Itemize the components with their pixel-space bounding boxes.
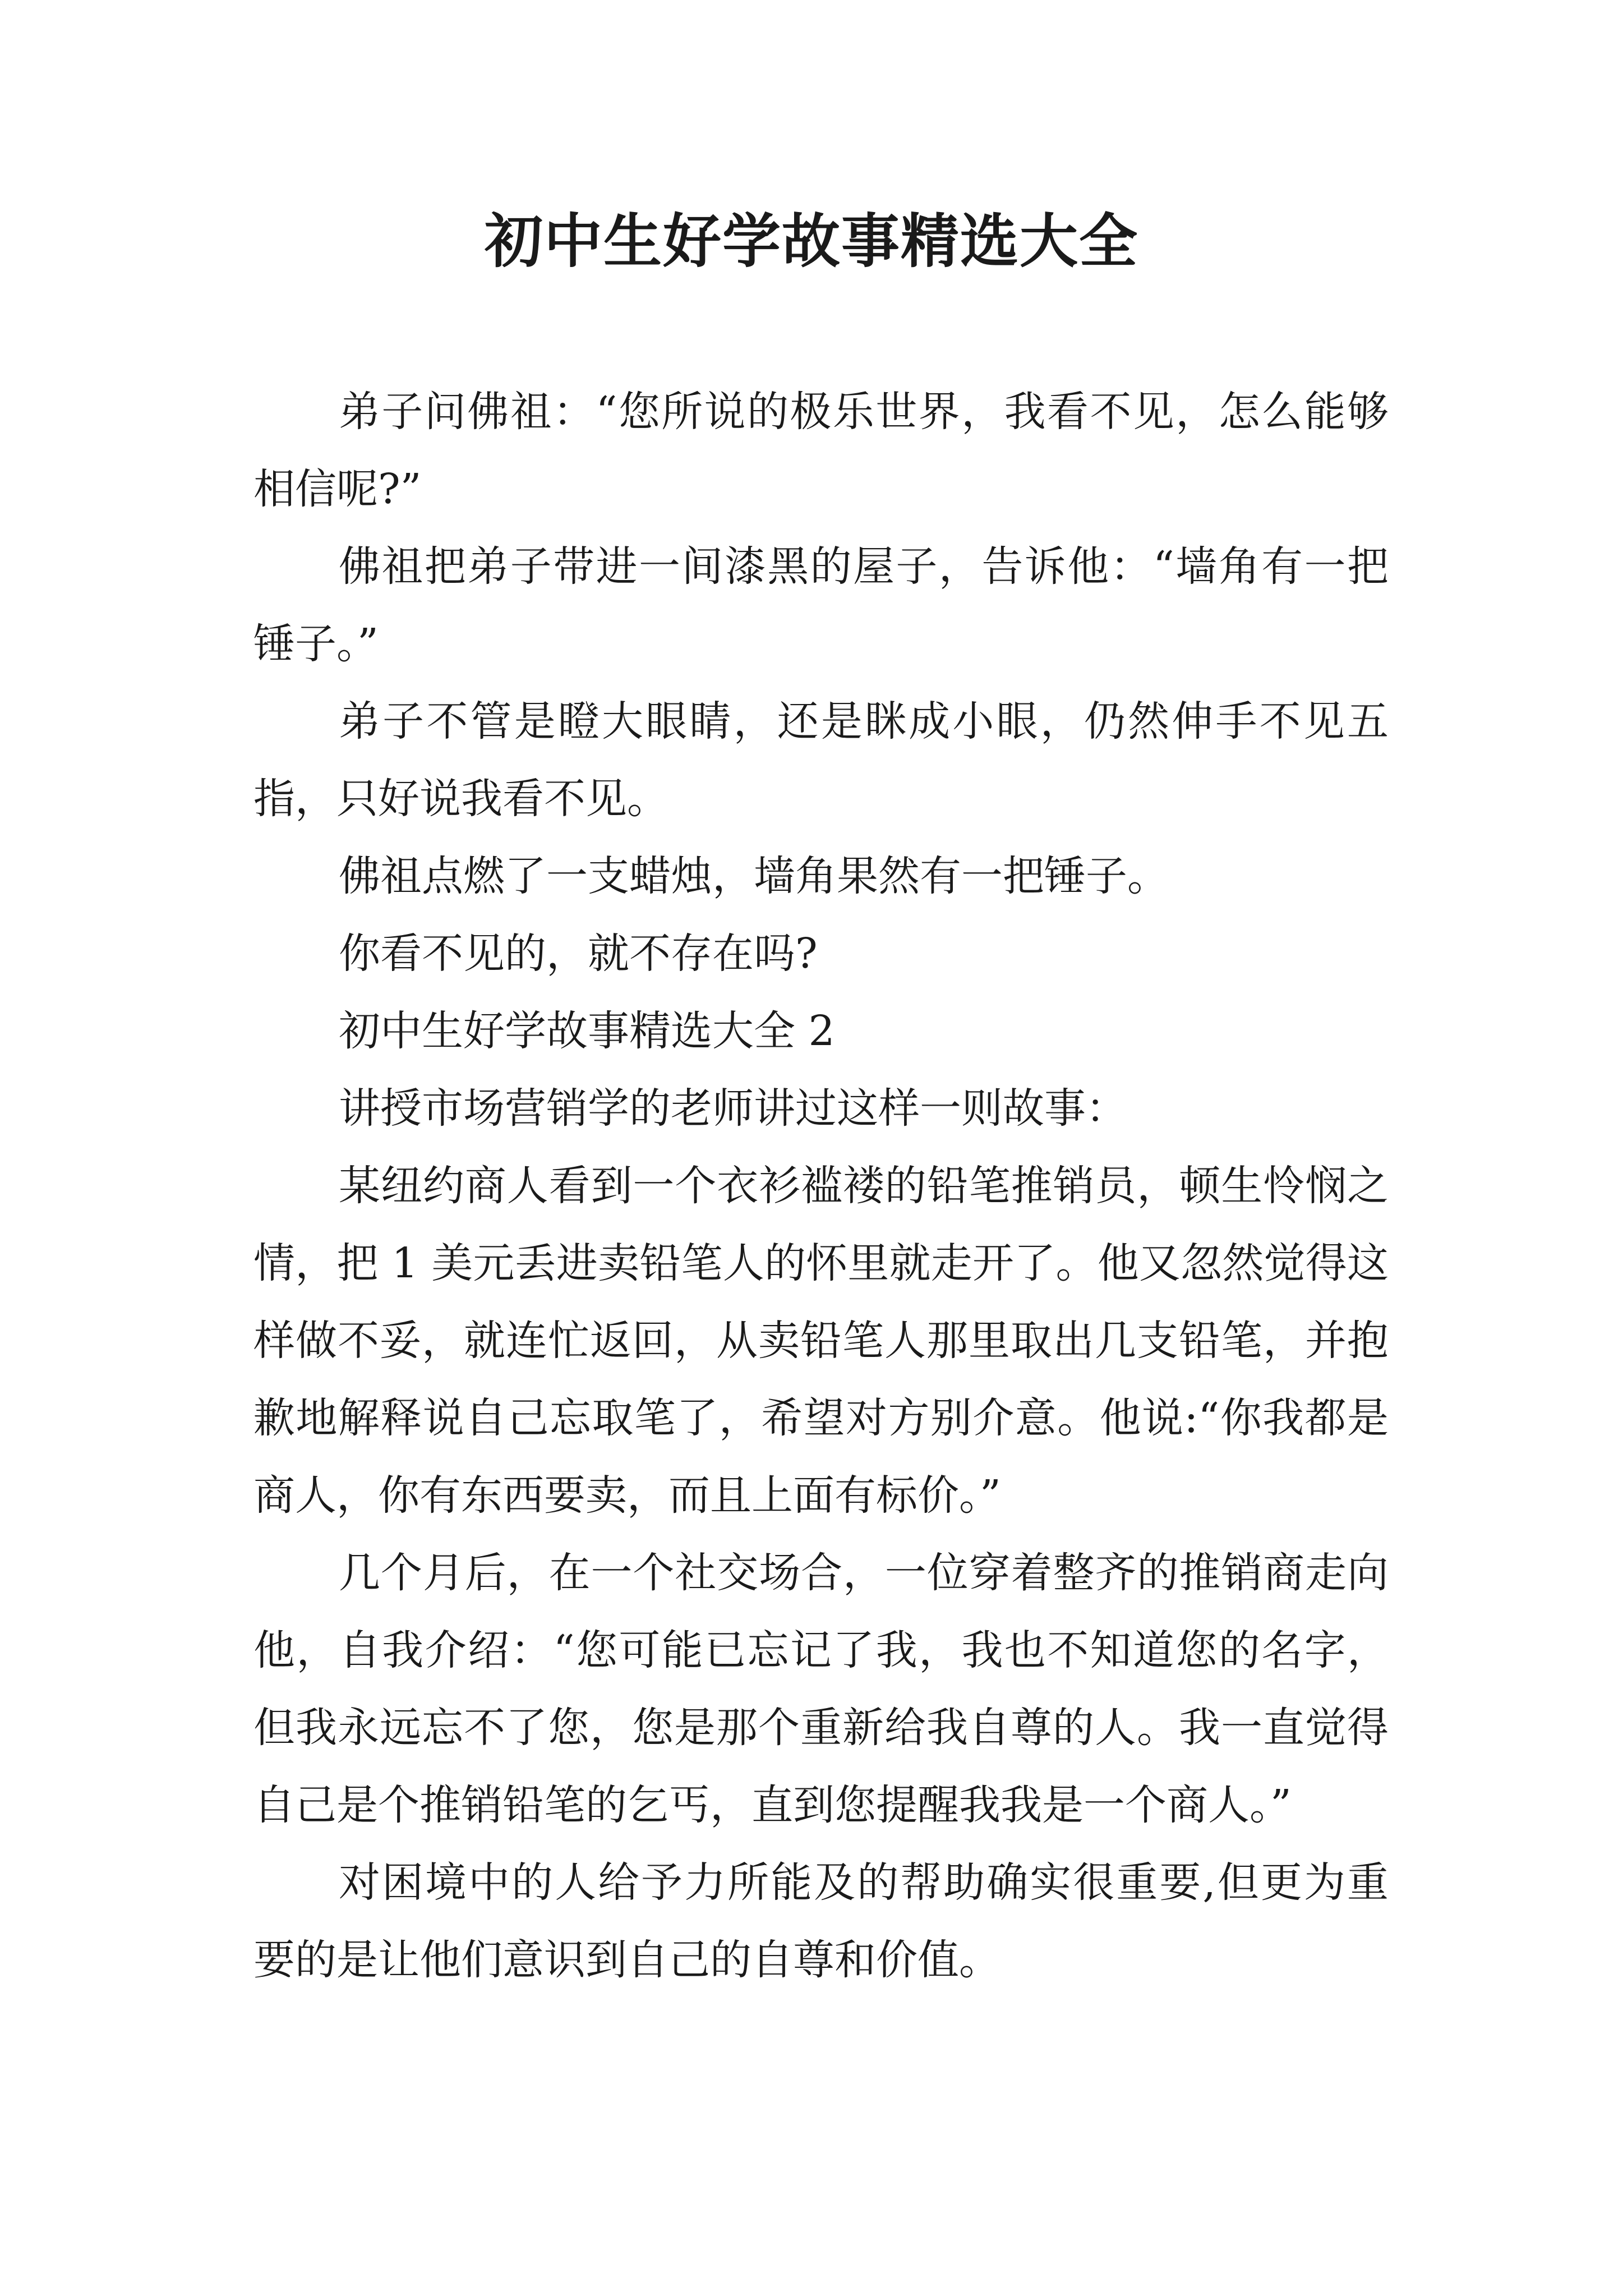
paragraph-4: 佛祖点燃了一支蜡烛，墙角果然有一把锤子。	[339, 852, 1169, 900]
paragraph-5: 你看不见的，就不存在吗?	[339, 930, 818, 978]
paragraph-8: 某纽约商人看到一个衣衫褴褛的铅笔推销员，顿生怜悯之情，把 1 美元丢进卖铅笔人的怀里就走开了。他又忽然觉得这样做不妥，就连忙返回，从卖铅笔人那里取出几支铅笔，并抱歉地解释说自己忘取笔了，希望对方别介意。他说:“你我都是商人，你有东西要卖，而且上面有标价。”	[253, 1162, 1389, 1520]
section-heading-2: 初中生好学故事精选大全 2	[339, 1007, 835, 1055]
paragraph-1: 弟子问佛祖：“您所说的极乐世界，我看不见，怎么能够相信呢?”	[253, 388, 1389, 513]
paragraph-7: 讲授市场营销学的老师讲过这样一则故事：	[339, 1084, 1127, 1133]
paragraph-3: 弟子不管是瞪大眼睛，还是眯成小眼，仍然伸手不见五指，只好说我看不见。	[253, 697, 1389, 823]
paragraph-10: 对困境中的人给予力所能及的帮助确实很重要,但更为重要的是让他们意识到自己的自尊和价值。	[253, 1858, 1389, 1984]
paragraph-2: 佛祖把弟子带进一间漆黑的屋子，告诉他：“墙角有一把锤子。”	[253, 542, 1389, 668]
paragraph-9: 几个月后，在一个社交场合，一位穿着整齐的推销商走向他，自我介绍：“您可能已忘记了我，我也不知道您的名字，但我永远忘不了您，您是那个重新给我自尊的人。我一直觉得自己是个推销铅笔的乞丐，直到您提醒我我是一个商人。”	[253, 1549, 1389, 1829]
document-title: 初中生好学故事精选大全	[484, 206, 1138, 275]
document-body	[253, 373, 1389, 1999]
